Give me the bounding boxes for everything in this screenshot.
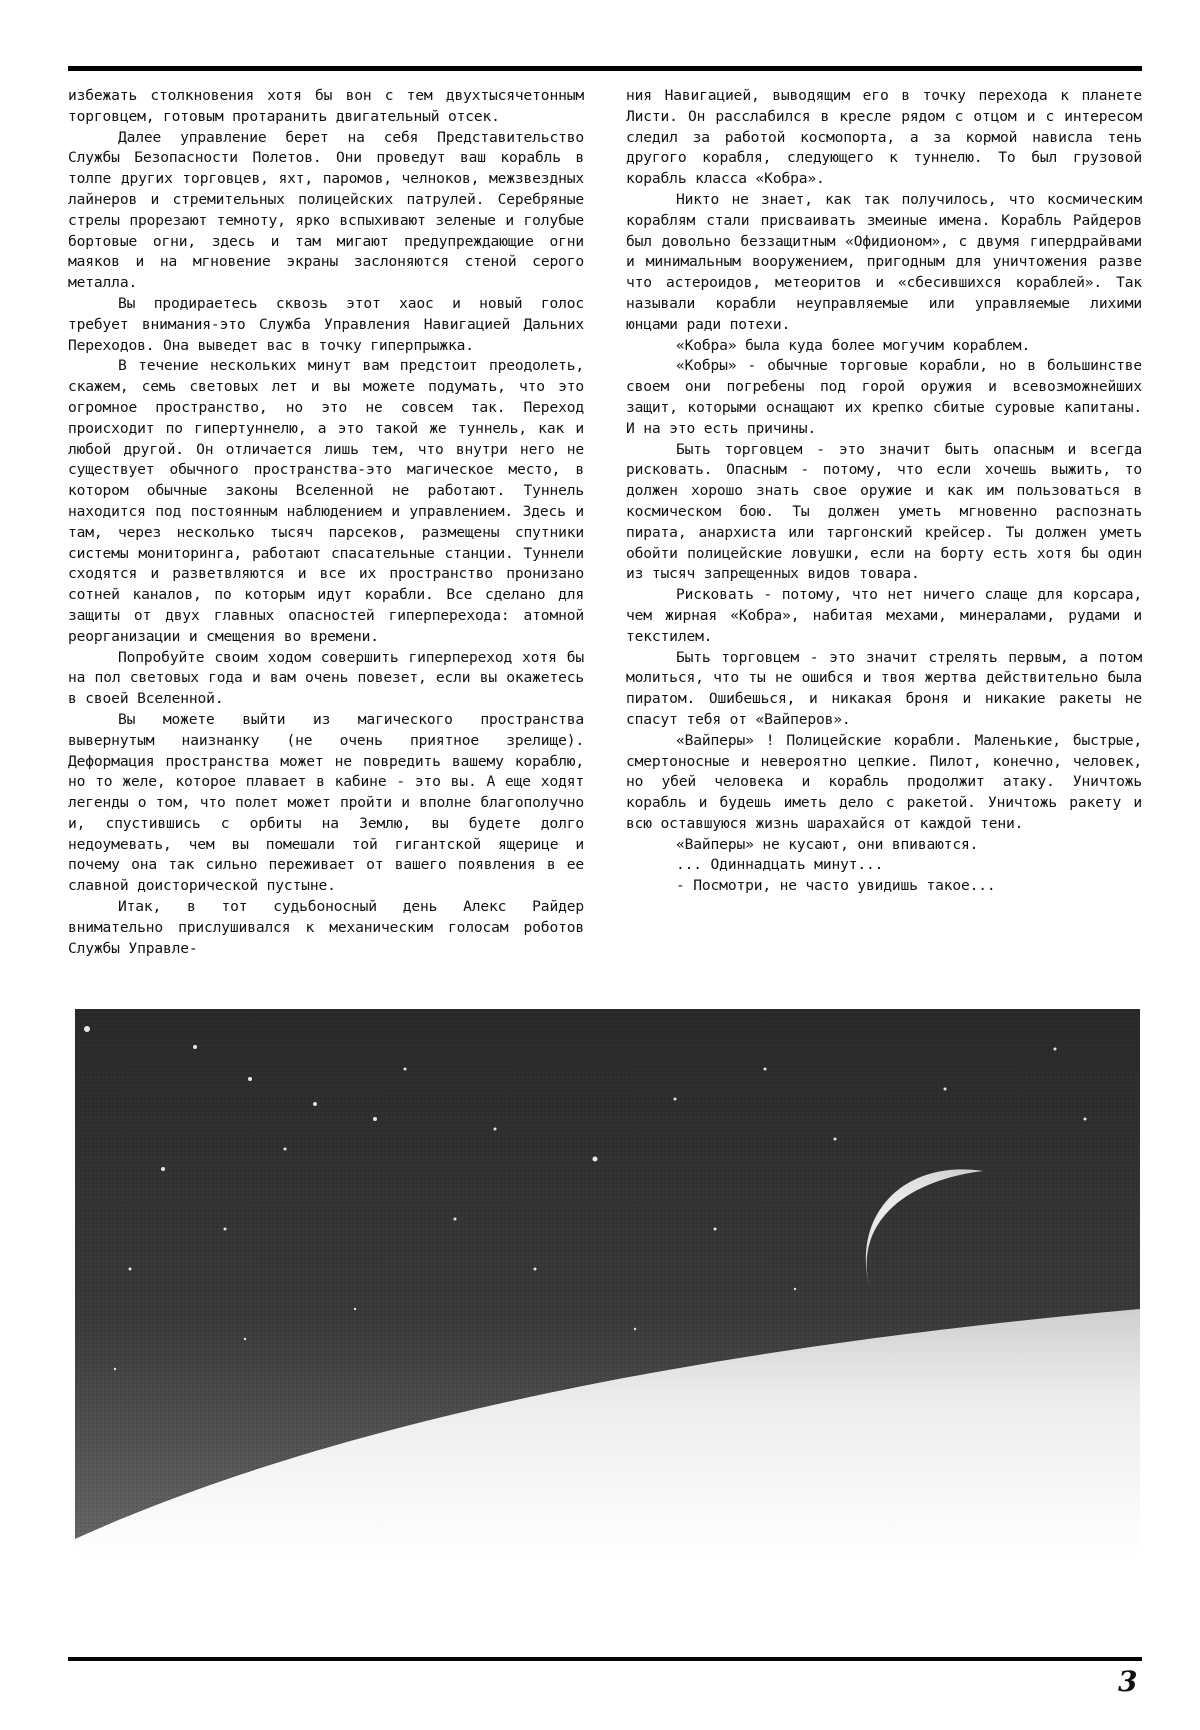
paragraph: избежать столкновения хотя бы вон с тем двухтысячетонным торговцем, готовым протаранить двигательный отсек. xyxy=(68,87,584,125)
star xyxy=(593,1157,598,1162)
star xyxy=(284,1148,287,1151)
paragraph: Никто не знает, как так получилось, что космическим кораблям стали присваивать змеиные имена. Корабль Райдеров был довольно беззащитным «Офидионом», с двумя гипердрайвами и минимальным вооружением, пригодным для уничтожения разве что астероидов, метеоритов и «сбесившихся кораблей». Так называли корабли неуправляемые или управляемые лихими юнцами ради потехи. xyxy=(626,190,1142,333)
paragraph: В течение нескольких минут вам предстоит преодолеть, скажем, семь световых лет и вы можете подумать, что это огромное пространство, но это не совсем так. Переход происходит по гипертуннелю, а это такой же туннель, как и любой другой. Он отличается лишь тем, что внутри него не существует обычного пространства-это магическое место, в котором обычные законы Вселенной не работают. Туннель находится под постоянным наблюдением и управлением. Здесь и там, через несколько тысяч парсеков, размещены спутники системы мониторинга, работают спасательные станции. Туннели сходятся и разветвляются и все их пространство пронизано сотней каналов, по которым идут корабли. Все сделано для защиты от двух главных опасностей гиперперехода: атомной реорганизации и смещения во времени. xyxy=(68,357,584,645)
paragraph: Быть торговцем - это значит стрелять первым, а потом молиться, что ты не ошибся и твоя жертва действительно была пиратом. Ошибешься, и никакая броня и никакие ракеты не спасут тебя от «Вайперов». xyxy=(626,648,1142,728)
star xyxy=(404,1068,407,1071)
star xyxy=(534,1268,537,1271)
star xyxy=(494,1128,497,1131)
star xyxy=(84,1026,90,1032)
left-column xyxy=(68,86,584,959)
paragraph: ... Одиннадцать минут... xyxy=(676,856,884,874)
star xyxy=(244,1338,246,1340)
paragraph: Далее управление берет на себя Представительство Службы Безопасности Полетов. Они проведут ваш корабль в толпе других торговцев, яхт, паромов, челноков, межзвездных лайнеров и стремительных полицейских патрулей. Серебряные стрелы прорезают темноту, ярко вспыхивают зеленые и голубые бортовые огни, здесь и там мигают предупреждающие огни маяков и на мгновение экраны заслоняются стеной серого металла. xyxy=(68,128,584,292)
right-column xyxy=(626,86,1142,897)
star xyxy=(944,1088,947,1091)
star xyxy=(354,1308,356,1310)
star xyxy=(129,1268,132,1271)
star xyxy=(161,1167,165,1171)
star xyxy=(714,1228,717,1231)
paragraph: Быть торговцем - это значит быть опасным и всегда рисковать. Опасным - потому, что если хочешь выжить, то должен хорошо знать свое оружие и как им пользоваться в космическом бою. Ты должен уметь мгновенно распознать пирата, анархиста или таргонский крейсер. Ты должен уметь обойти полицейские ловушки, если на борту есть хотя бы один из тысяч запрещенных видов товара. xyxy=(626,440,1142,583)
star xyxy=(834,1138,837,1141)
paragraph: Вы можете выйти из магического пространства вывернутым наизнанку (не очень приятное зрелище). Деформация пространства может не повредить вашему кораблю, но то желе, которое плавает в кабине - это вы. А еще ходят легенды о том, что полет может пройти и вполне благополучно и, спустившись с орбиты на Землю, вы будете долго недоумевать, чем вы помешали той гигантской ящерице и почему она так сильно переживает от вашего появления в ее славной доисторической пустыне. xyxy=(68,710,584,895)
star xyxy=(224,1228,227,1231)
star xyxy=(1054,1048,1057,1051)
star xyxy=(764,1068,767,1071)
paragraph: - Посмотри, не часто увидишь такое... xyxy=(676,877,996,895)
star xyxy=(248,1077,252,1081)
star xyxy=(634,1328,636,1330)
star xyxy=(454,1218,457,1221)
paragraph: Вы продираетесь сквозь этот хаос и новый голос требует внимания-это Служба Управления Навигацией Дальних Переходов. Она выведет вас в точку гиперпрыжка. xyxy=(68,294,584,354)
paragraph: «Вайперы» ! Полицейские корабли. Маленькие, быстрые, смертоносные и невероятно цепкие. Пилот, конечно, человек, но убей человека и корабль продолжит атаку. Уничтожь корабль и будешь иметь дело с ракетой. Уничтожь ракету и всю оставшуюся жизнь шарахайся от каждой тени. xyxy=(626,731,1142,832)
paragraph: Итак, в тот судьбоносный день Алекс Райдер внимательно прислушивался к механическим голосам роботов Службы Управле- xyxy=(68,898,584,957)
bottom-rule xyxy=(68,1657,1142,1661)
top-rule xyxy=(68,66,1142,71)
star xyxy=(193,1045,197,1049)
star xyxy=(114,1368,116,1370)
paragraph: Рисковать - потому, что нет ничего слаще для корсара, чем жирная «Кобра», набитая мехами, минералами, рудами и текстилем. xyxy=(626,586,1142,645)
space-photo xyxy=(75,1009,1140,1559)
paragraph: «Кобра» была куда более могучим кораблем. xyxy=(676,336,1031,354)
paragraph: ния Навигацией, выводящим его в точку перехода к планете Листи. Он расслабился в кресле рядом с отцом и с интересом следил за работой космопорта, а за кормой нависла тень другого корабля, следующего к туннелю. То был грузовой корабль класса «Кобра». xyxy=(626,87,1142,188)
star xyxy=(373,1117,377,1121)
star xyxy=(674,1098,677,1101)
paragraph: «Кобры» - обычные торговые корабли, но в большинстве своем они погребены под горой оружия и всевозможнейших защит, которыми оснащают их крепко сбитые суровые капитаны. И на это есть причины. xyxy=(626,357,1142,437)
paragraph: Попробуйте своим ходом совершить гиперпереход хотя бы на пол световых года и вам очень повезет, если вы окажетесь в своей Вселенной. xyxy=(68,648,584,708)
star xyxy=(313,1102,317,1106)
star xyxy=(1084,1118,1087,1121)
star xyxy=(794,1288,796,1290)
paragraph: «Вайперы» не кусают, они впиваются. xyxy=(676,835,979,853)
page-number: 3 xyxy=(1118,1665,1138,1698)
